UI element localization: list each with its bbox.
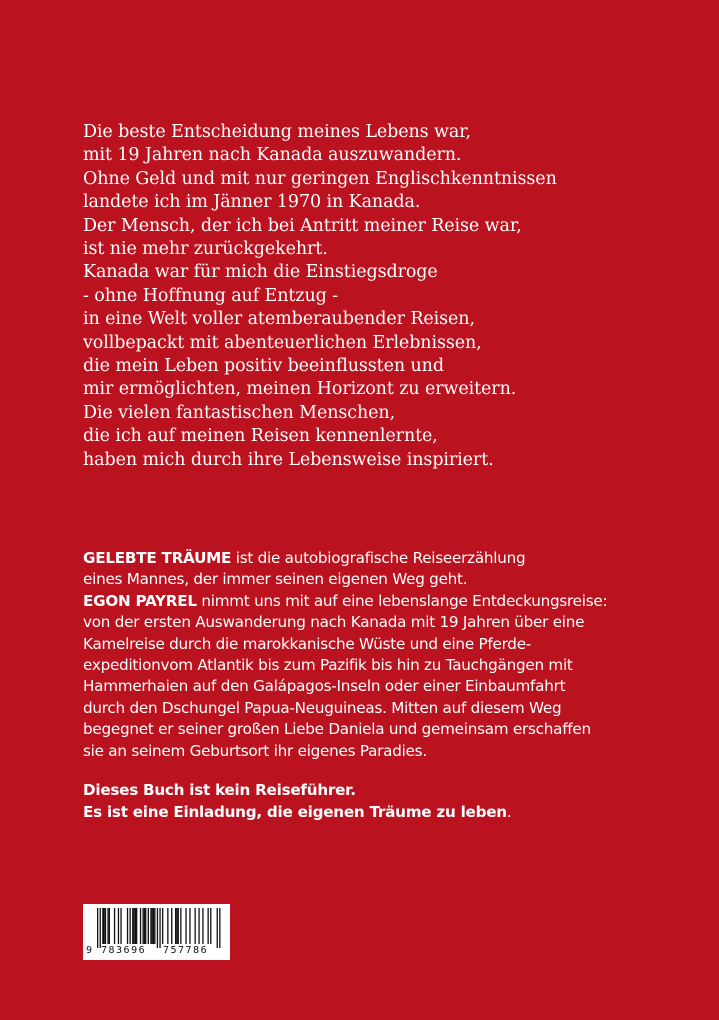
tagline-line-2-text: Es ist eine Einladung, die eigenen Träume zu leben bbox=[83, 803, 507, 821]
barcode-bar bbox=[202, 908, 203, 944]
quote-line: mir ermöglichten, meinen Horizont zu erweitern. bbox=[83, 379, 517, 400]
barcode-bar bbox=[118, 908, 119, 944]
barcode-bar bbox=[157, 908, 158, 948]
tagline-period: . bbox=[506, 803, 512, 821]
blurb-line: expeditionvom Atlantik bis zum Pazifik bis hin zu Tauchgängen mit bbox=[83, 656, 573, 675]
barcode-bar bbox=[109, 908, 110, 944]
barcode-bar bbox=[105, 908, 106, 944]
barcode-bar bbox=[144, 908, 145, 944]
barcode-bar bbox=[127, 908, 128, 944]
barcode-bar bbox=[171, 908, 172, 944]
blurb-line: durch den Dschungel Papua-Neuguineas. Mitten auf diesem Weg bbox=[83, 698, 562, 717]
quote-line: in eine Welt voller atemberaubender Reisen, bbox=[83, 309, 475, 330]
isbn-group-left: 783696 bbox=[101, 945, 147, 956]
barcode-bar bbox=[176, 908, 177, 944]
barcode-bar bbox=[150, 908, 151, 944]
blurb-line: Kamelreise durch die marokkanische Wüste und eine Pferde- bbox=[83, 634, 532, 653]
blurb-line: von der ersten Auswanderung nach Kanada mit 19 Jahren über eine bbox=[83, 613, 585, 632]
barcode-bar bbox=[140, 908, 141, 944]
cover-quote bbox=[83, 121, 643, 472]
blurb-line: Hammerhaien auf den Galápagos-Inseln oder einer Einbaumfahrt bbox=[83, 677, 566, 696]
blurb-line: begegnet er seiner großen Liebe Daniela und gemeinsam erschaffen bbox=[83, 720, 591, 739]
blurb-title-line bbox=[83, 548, 643, 569]
quote-line: haben mich durch ihre Lebensweise inspiriert. bbox=[83, 449, 494, 470]
quote-line: - ohne Hoffnung auf Entzug - bbox=[83, 285, 338, 306]
quote-line: vollbepackt mit abenteuerlichen Erlebnissen, bbox=[83, 332, 482, 353]
barcode-bar bbox=[153, 908, 154, 944]
barcode-bar bbox=[167, 908, 168, 944]
barcode-bar bbox=[145, 908, 146, 944]
blurb-author-rest: nimmt uns mit auf eine lebenslange Entdeckungsreise: bbox=[196, 591, 608, 610]
quote-line: Kanada war für mich die Einstiegsdroge bbox=[83, 262, 438, 283]
book-blurb bbox=[83, 548, 643, 762]
book-title: GELEBTE TRÄUME bbox=[83, 549, 232, 567]
quote-line: Die vielen fantastischen Menschen, bbox=[83, 402, 396, 423]
barcode-bar bbox=[132, 908, 133, 944]
barcode-bar bbox=[180, 908, 181, 944]
blurb-author-line bbox=[83, 591, 643, 612]
barcode-bar bbox=[97, 908, 98, 948]
barcode-bar bbox=[130, 908, 131, 944]
barcode-bar bbox=[154, 908, 155, 944]
barcode-bar bbox=[162, 908, 163, 944]
quote-line: Der Mensch, der ich bei Antritt meiner Reise war, bbox=[83, 215, 522, 236]
quote-line: ist nie mehr zurückgekehrt. bbox=[83, 239, 328, 260]
blurb-line: eines Mannes, der immer seinen eigenen Weg geht. bbox=[83, 570, 468, 589]
quote-line: Die beste Entscheidung meines Lebens war, bbox=[83, 122, 472, 142]
barcode-bar bbox=[148, 908, 149, 944]
barcode-bar bbox=[102, 908, 103, 944]
quote-line: die mein Leben positiv beeinflussten und bbox=[83, 356, 444, 377]
barcode-bar bbox=[114, 908, 115, 944]
barcode-bar bbox=[159, 908, 160, 948]
tagline bbox=[83, 779, 643, 823]
barcode-bar bbox=[135, 908, 136, 944]
quote-line: mit 19 Jahren nach Kanada auszuwandern. bbox=[83, 145, 462, 166]
barcode-bar bbox=[189, 908, 190, 944]
isbn-barcode bbox=[83, 904, 230, 960]
blurb-title-rest: ist die autobiografische Reiseerzählung bbox=[231, 549, 526, 567]
barcode-bar bbox=[217, 908, 218, 948]
barcode-bar bbox=[185, 908, 186, 944]
isbn-digits bbox=[83, 945, 230, 959]
author-name: EGON PAYREL bbox=[83, 591, 197, 610]
barcode-bar bbox=[210, 908, 211, 944]
barcode-bar bbox=[136, 908, 137, 944]
quote-line: die ich auf meinen Reisen kennenlernte, bbox=[83, 426, 438, 447]
barcode-bar bbox=[152, 908, 153, 944]
quote-line: landete ich im Jänner 1970 in Kanada. bbox=[83, 192, 421, 213]
barcode-bar bbox=[175, 908, 176, 944]
barcode-bar bbox=[100, 908, 101, 948]
barcode-bar bbox=[198, 908, 199, 944]
isbn-group-right: 757786 bbox=[163, 945, 209, 956]
quote-line: Ohne Geld und mit nur geringen Englischkenntnissen bbox=[83, 168, 557, 189]
barcode-bar bbox=[143, 908, 144, 944]
barcode-bar bbox=[195, 908, 196, 944]
barcode-bar bbox=[208, 908, 209, 944]
blurb-line: sie an seinem Geburtsort ihr eigenes Paradies. bbox=[83, 741, 427, 760]
tagline-line-1: Dieses Buch ist kein Reiseführer. bbox=[83, 781, 356, 799]
barcode-bar bbox=[107, 908, 108, 944]
barcode-bar bbox=[104, 908, 105, 944]
barcode-bar bbox=[120, 908, 121, 944]
isbn-digit-first: 9 bbox=[86, 945, 93, 956]
tagline-line-2 bbox=[83, 801, 643, 823]
barcode-bar bbox=[133, 908, 134, 944]
barcode-bar bbox=[219, 908, 220, 948]
barcode-bar bbox=[178, 908, 179, 944]
